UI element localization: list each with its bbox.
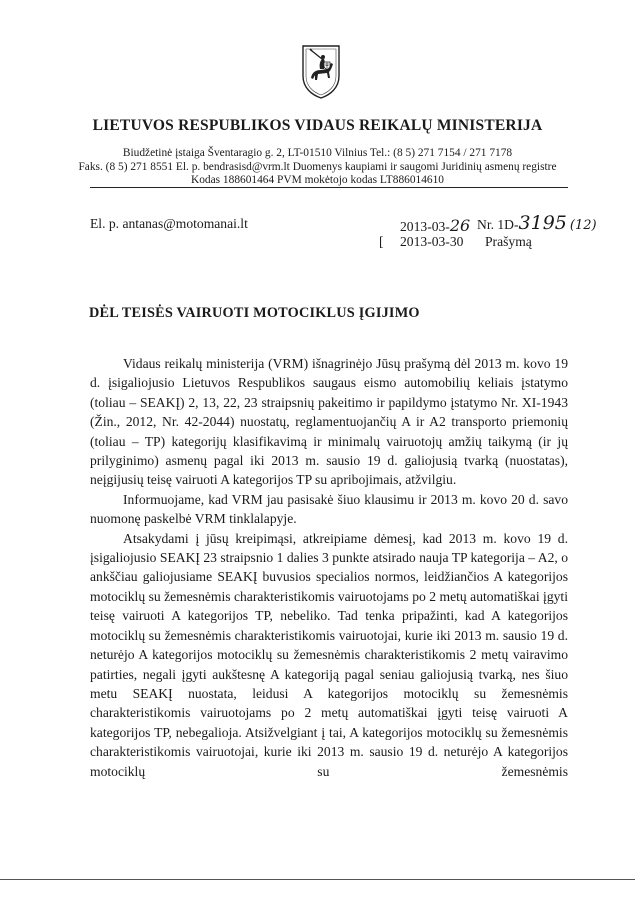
body-paragraph-2: Informuojame, kad VRM jau pasisakė šiuo klausimu ir 2013 m. kovo 20 d. savo nuomonę paskelbė VRM tinklalapyje. — [90, 491, 568, 527]
letter-number-prefix: Nr. 1D- — [477, 217, 519, 232]
letter-number-handwritten: 3195 — [518, 212, 567, 234]
ministry-title: LIETUVOS RESPUBLIKOS VIDAUS REIKALŲ MINISTERIJA — [92, 117, 543, 134]
letter-date — [400, 216, 470, 235]
body-paragraph-3: Atsakydami į jūsų kreipimąsi, atkreipiame dėmesį, kad 2013 m. kovo 19 d. įsigaliojusio SEAKĮ 23 straipsnio 1 dalies 3 punkte atsirado nauja TP kategorija – A2, o ankščiau galiojusiame SEAKĮ buvusios specialios normos, leidžiančios A kategorijos motociklų su žemesnėmis charakteristikomis vairuotojams po 2 metų automatiškai įgyti teisę vairuoti A kategorijos TP, nebeliko. Tad tenka pripažinti, kad A kategorijos motociklų su žemesnėmis charakteristikomis vairuotojai, kurie iki 2013 m. sausio 19 d. neturėjo A kategorijos motociklų su žemesnėmis charakteristikomis 2 metų vairavimo patirties, negali įgyti aukštesnę A kategoriją pagal seniau galiojusią tvarką, nes šiuo metu SEAKĮ nuostata, leidusi A kategorijos motociklų su žemesnėmis charakteristikomis vairuotojams po 2 metų automatiškai įgyti teisę vairuoti A kategorijos TP, nebegalioja. Atsižvelgiant į tai, A kategorijos motociklų su žemesnėmis charakteristikomis vairuotojai, kurie iki 2013 m. sausio 19 d. neturėjo A kategorijos motociklų su žemesnėmis — [90, 530, 568, 779]
addressee-email: El. p. antanas@motomanai.lt — [90, 216, 248, 231]
letter-body — [90, 354, 568, 781]
letter-date-day-handwritten: 26 — [449, 216, 471, 235]
letter-date-prefix: 2013-03- — [400, 219, 450, 234]
letter-number-suffix-handwritten: (12) — [569, 218, 597, 233]
contact-line-address: Biudžetinė įstaiga Šventaragio g. 2, LT-01510 Vilnius Tel.: (8 5) 271 7154 / 271 7178 — [122, 147, 513, 159]
received-label: Prašymą — [485, 234, 532, 249]
page-bottom-edge — [0, 879, 635, 880]
contact-line-codes: Kodas 188601464 PVM mokėtojo kodas LT886014610 — [190, 174, 445, 186]
letter-subject: DĖL TEISĖS VAIRUOTI MOTOCIKLUS ĮGIJIMO — [89, 305, 420, 321]
reply-marker: [ — [379, 234, 384, 249]
received-date: 2013-03-30 — [400, 234, 464, 249]
coat-of-arms-emblem — [300, 42, 342, 100]
contact-line-fax-email: Faks. (8 5) 271 8551 El. p. bendrasisd@vrm.lt Duomenys kaupiami ir saugomi Juridinių asmenų registre — [78, 161, 557, 173]
header-divider — [90, 187, 568, 188]
body-paragraph-1: Vidaus reikalų ministerija (VRM) išnagrinėjo Jūsų prašymą dėl 2013 m. kovo 19 d. įsigaliojusio Lietuvos Respublikos saugaus eismo automobilių keliais įstatymo (toliau – SEAKĮ) 2, 13, 22, 23 straipsnių pakeitimo ir papildymo įstatymo Nr. XI-1943 (Žin., 2012, Nr. 42-2044) nuostatų, reglamentuojančių A ir A2 transporto priemonių (toliau – TP) kategorijų klasifikavimą ir minimalų vairuotojų amžių taikymą (ir jų prilyginimo) asmenų pagal iki 2013 m. sausio 19 d. galiojusią tvarką (nuostatas), neįgijusių teisę vairuoti A kategorijos TP su apribojimais, atžvilgiu. — [90, 356, 568, 488]
letter-number — [477, 212, 597, 234]
